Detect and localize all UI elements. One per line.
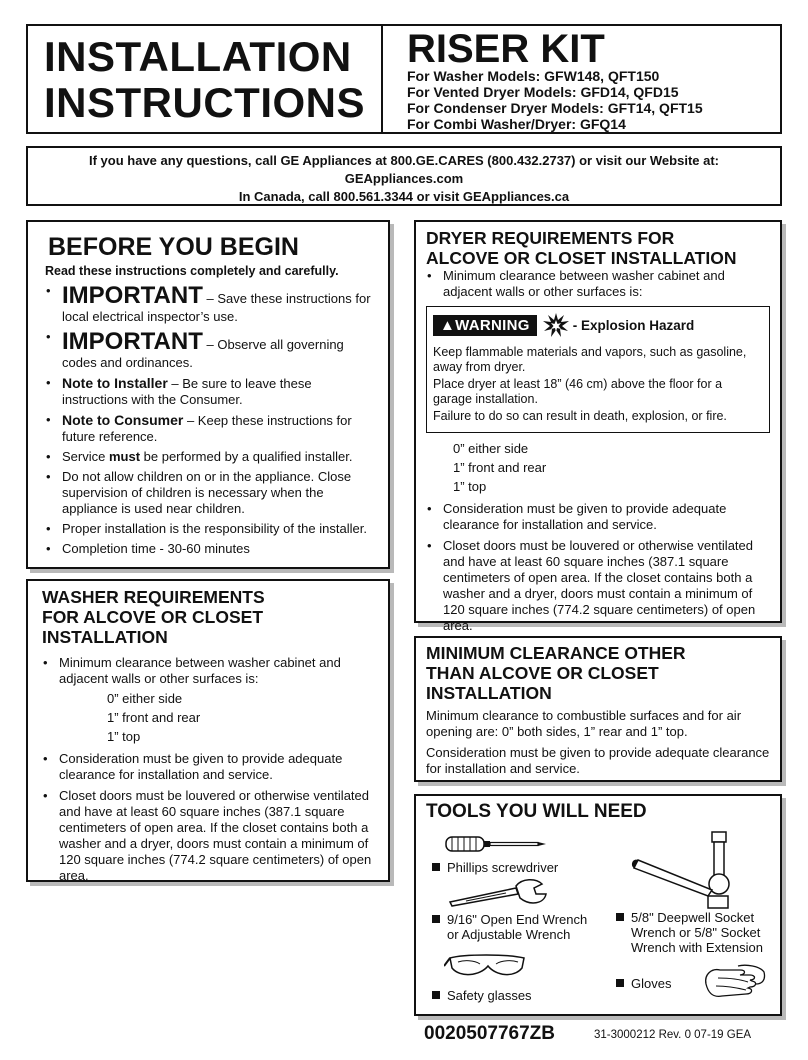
warning-text: Failure to do so can result in death, explosion, or fire. — [433, 409, 727, 423]
list-item: • Consideration must be given to provide adequate clearance for installation and service. — [426, 501, 770, 533]
list-item: • Minimum clearance between washer cabinet and adjacent walls or other surfaces is: — [426, 268, 770, 300]
section-title: WASHER REQUIREMENTS FOR ALCOVE OR CLOSET INSTALLATION — [42, 587, 265, 647]
model-line: For Washer Models: GFW148, QFT150 — [407, 68, 660, 84]
contact-website: GEAppliances.com — [344, 171, 464, 186]
screwdriver-icon — [444, 832, 548, 856]
installation-title — [44, 34, 365, 126]
list-item: • Minimum clearance between washer cabinet and adjacent walls or other surfaces is: 0” either side 1” front and rear 1” top — [42, 655, 378, 746]
warning-text: Place dryer at least 18” (46 cm) above the floor for a garage installation. — [433, 377, 723, 406]
clearance-dimensions: 0” either side 1” front and rear 1” top — [107, 691, 201, 744]
document-code: 0020507767ZB — [424, 1023, 555, 1044]
contact-canada: In Canada, call 800.561.3344 or visit GEAppliances.ca — [238, 189, 570, 204]
list-item: • Note to Consumer – Keep these instructions for future reference. — [45, 412, 376, 445]
clearance-dimensions: 0” either side 1” front and rear 1” top — [453, 441, 547, 494]
washer-list — [42, 655, 378, 884]
minimum-clearance-section — [414, 636, 782, 782]
washer-requirements-section — [26, 579, 390, 882]
tool-label: Phillips screwdriver — [432, 860, 558, 875]
header-divider — [381, 26, 383, 132]
list-item: • IMPORTANT – Observe all governing codes and ordinances. — [45, 329, 376, 371]
warning-box — [426, 306, 770, 433]
warning-text: Keep flammable materials and vapors, such as gasoline, away from dryer. — [433, 345, 747, 374]
revision-info: 31-3000212 Rev. 0 07-19 GEA — [594, 1029, 752, 1041]
list-item: • Closet doors must be louvered or otherwise ventilated and have at least 60 square inches (387.1 square centimeters of open area. If the closet contains both a washer and a dryer, doors must contain a minimum of 120 square inches (774.2 square centimeters) of open area. — [426, 538, 770, 634]
header-box — [26, 24, 782, 134]
before-list — [45, 283, 376, 557]
dryer-requirements-section — [414, 220, 782, 633]
gloves-icon — [702, 962, 768, 1002]
clearance-text: Consideration must be given to provide adequate clearance for installation and service. — [426, 745, 770, 776]
clearance-text: Minimum clearance to combustible surfaces and for air opening are: 0” both sides, 1” rear and 1” top. — [426, 708, 742, 739]
section-title: DRYER REQUIREMENTS FOR ALCOVE OR CLOSET INSTALLATION — [426, 228, 737, 268]
title-line-2: INSTRUCTIONS — [44, 79, 365, 126]
tools-section — [414, 794, 782, 1016]
tool-label: 9/16" Open End Wrench or Adjustable Wrench — [432, 912, 587, 942]
list-item: • Completion time - 30-60 minutes — [45, 541, 376, 557]
dryer-list — [426, 268, 770, 300]
socket-wrench-icon — [628, 830, 748, 910]
contact-line-1: If you have any questions, call GE Appliances at 800.GE.CARES (800.432.2737) or visit our Website at: — [89, 153, 719, 168]
tool-label: Safety glasses — [432, 988, 532, 1003]
title-line-1: INSTALLATION — [44, 33, 352, 80]
hazard-label: - Explosion Hazard — [572, 317, 695, 333]
list-item: • Consideration must be given to provide adequate clearance for installation and service. — [42, 751, 378, 783]
safety-glasses-icon — [444, 952, 528, 982]
section-title: TOOLS YOU WILL NEED — [426, 801, 647, 822]
tool-label: 5/8" Deepwell Socket Wrench or 5/8" Socket Wrench with Extension — [616, 910, 763, 955]
list-item: • IMPORTANT – Save these instructions for local electrical inspector’s use. — [45, 283, 376, 325]
before-you-begin-section — [26, 220, 390, 569]
wrench-icon — [446, 878, 550, 908]
warning-header — [433, 313, 763, 337]
list-item: • Proper installation is the responsibility of the installer. — [45, 521, 376, 537]
section-title: MINIMUM CLEARANCE OTHER THAN ALCOVE OR CLOSET INSTALLATION — [426, 643, 686, 703]
tool-label: Gloves — [616, 976, 671, 991]
model-list — [407, 68, 703, 132]
model-line: For Condenser Dryer Models: GFT14, QFT15 — [407, 100, 703, 116]
list-item: • Note to Installer – Be sure to leave these instructions with the Consumer. — [45, 375, 376, 408]
dryer-list-2 — [426, 501, 770, 634]
list-item: • Service must be performed by a qualified installer. — [45, 449, 376, 465]
contact-box — [26, 146, 782, 206]
explosion-icon — [543, 313, 569, 337]
list-item: • Do not allow children on or in the appliance. Close supervision of children is necessary when the appliance is used near children. — [45, 469, 376, 517]
model-line: For Combi Washer/Dryer: GFQ14 — [407, 116, 626, 132]
section-title: BEFORE YOU BEGIN — [48, 233, 299, 261]
model-line: For Vented Dryer Models: GFD14, QFD15 — [407, 84, 679, 100]
list-item: • Closet doors must be louvered or otherwise ventilated and have at least 60 square inches (387.1 square centimeters of open area. If the closet contains both a washer and a dryer, doors must contain a minimum of 120 square inches (774.2 square centimeters) of open area. — [42, 788, 378, 884]
section-subtitle: Read these instructions completely and carefully. — [45, 264, 339, 278]
warning-badge: ▲WARNING — [433, 315, 537, 336]
kit-title: RISER KIT — [407, 27, 605, 71]
